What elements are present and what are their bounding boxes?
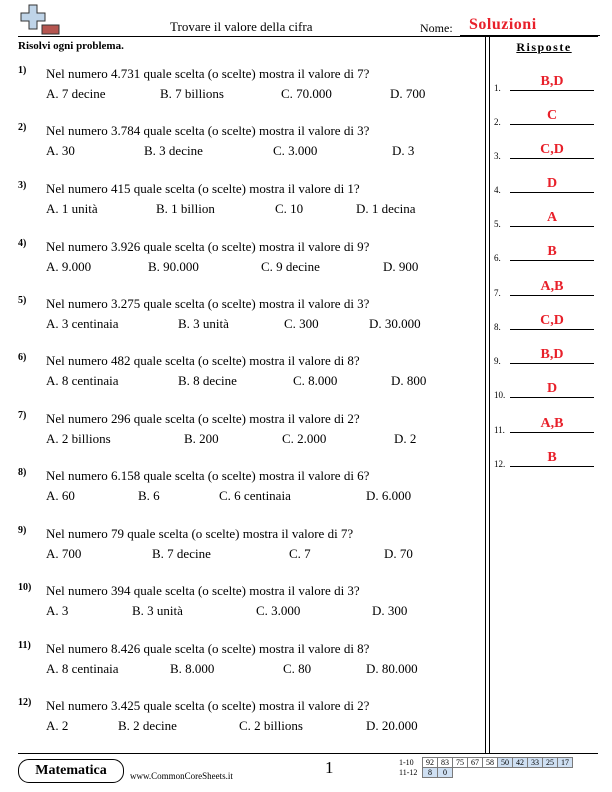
- answer-number: 2.: [494, 117, 501, 127]
- option-d: D. 1 decina: [356, 201, 416, 216]
- answer-row: [494, 415, 598, 435]
- answer-number: 7.: [494, 288, 501, 298]
- answer-number: 9.: [494, 356, 501, 366]
- option-b: B. 3 unità: [132, 603, 183, 618]
- answer-value: A,B: [540, 279, 564, 294]
- option-b: B. 8 decine: [178, 373, 237, 388]
- problem: [18, 65, 478, 109]
- answer-row: [494, 73, 598, 93]
- answer-value: C,D: [540, 142, 564, 157]
- score-cell: 0: [438, 768, 453, 778]
- problem-number: 8): [18, 467, 27, 478]
- option-d: D. 6.000: [366, 488, 412, 503]
- name-value: Soluzioni: [469, 16, 537, 33]
- answer-line: [510, 295, 594, 296]
- option-b: B. 90.000: [148, 259, 199, 274]
- problem-question: Nel numero 6.158 quale scelta (o scelte) mostra il valore di 6?: [46, 468, 370, 483]
- option-b: B. 200: [184, 431, 219, 446]
- option-d: D. 30.000: [369, 316, 421, 331]
- option-a: A. 9.000: [46, 259, 92, 274]
- answer-row: [494, 209, 598, 229]
- score-cell: 92: [423, 758, 438, 768]
- answer-value: C: [546, 108, 558, 123]
- answer-number: 5.: [494, 219, 501, 229]
- option-a: A. 3 centinaia: [46, 316, 119, 331]
- problem: [18, 640, 478, 684]
- problem-question: Nel numero 3.275 quale scelta (o scelte) mostra il valore di 3?: [46, 296, 370, 311]
- problem-question: Nel numero 3.784 quale scelta (o scelte) mostra il valore di 3?: [46, 123, 370, 138]
- problem-number: 12): [18, 697, 32, 708]
- option-c: C. 70.000: [281, 86, 332, 101]
- option-c: C. 8.000: [293, 373, 338, 388]
- answer-line: [510, 192, 594, 193]
- score-cell: 50: [498, 758, 513, 768]
- option-d: D. 800: [391, 373, 427, 388]
- option-d: D. 3: [392, 143, 415, 158]
- option-b: B. 1 billion: [156, 201, 215, 216]
- website-link[interactable]: www.CommonCoreSheets.it: [130, 771, 233, 781]
- score-cell: 67: [468, 758, 483, 768]
- answer-line: [510, 260, 594, 261]
- option-a: A. 60: [46, 488, 75, 503]
- answer-number: 11.: [494, 425, 505, 435]
- option-c: C. 80: [283, 661, 312, 676]
- answer-number: 4.: [494, 185, 501, 195]
- answer-number: 1.: [494, 83, 501, 93]
- answer-line: [510, 329, 594, 330]
- problem-number: 11): [18, 640, 31, 651]
- problem: [18, 122, 478, 166]
- answer-row: [494, 380, 598, 400]
- score-cell: 33: [528, 758, 543, 768]
- option-a: A. 8 centinaia: [46, 373, 119, 388]
- option-c: C. 6 centinaia: [219, 488, 291, 503]
- answer-line: [510, 466, 594, 467]
- answer-row: [494, 107, 598, 127]
- problem-number: 7): [18, 410, 27, 421]
- answer-value: A: [546, 210, 558, 225]
- option-b: B. 2 decine: [118, 718, 177, 733]
- brand-badge: Matematica: [18, 759, 124, 783]
- instructions: Risolvi ogni problema.: [18, 40, 124, 52]
- page-number: 1: [325, 758, 334, 777]
- option-a: A. 700: [46, 546, 82, 561]
- answer-number: 10.: [494, 390, 506, 400]
- problem-number: 10): [18, 582, 32, 593]
- answer-value: D: [546, 381, 558, 396]
- answer-value: C,D: [540, 313, 564, 328]
- problem: [18, 467, 478, 511]
- option-a: A. 30: [46, 143, 75, 158]
- option-c: C. 2.000: [282, 431, 327, 446]
- name-label: Nome:: [420, 21, 453, 35]
- answer-number: 3.: [494, 151, 501, 161]
- option-d: D. 700: [390, 86, 426, 101]
- problem-question: Nel numero 79 quale scelta (o scelte) mostra il valore di 7?: [46, 526, 354, 541]
- answer-line: [510, 397, 594, 398]
- plus-minus-logo-icon: [20, 4, 60, 38]
- problem: [18, 180, 478, 224]
- answer-number: 12.: [494, 459, 506, 469]
- score-row-label: 11-12: [399, 768, 418, 777]
- option-d: D. 900: [383, 259, 419, 274]
- option-b: B. 3 decine: [144, 143, 203, 158]
- score-cell: 83: [438, 758, 453, 768]
- answer-value: B,D: [540, 347, 564, 362]
- answer-row: [494, 278, 598, 298]
- option-a: A. 3: [46, 603, 69, 618]
- answer-line: [510, 124, 594, 125]
- option-c: C. 3.000: [256, 603, 301, 618]
- option-c: C. 9 decine: [261, 259, 320, 274]
- option-c: C. 2 billions: [239, 718, 303, 733]
- problem-question: Nel numero 4.731 quale scelta (o scelte) mostra il valore di 7?: [46, 66, 370, 81]
- problem-question: Nel numero 482 quale scelta (o scelte) mostra il valore di 8?: [46, 353, 360, 368]
- answers-heading: Risposte: [516, 40, 572, 54]
- problem-number: 9): [18, 525, 27, 536]
- answer-value: B: [547, 244, 557, 259]
- answer-value: D: [546, 176, 558, 191]
- option-b: B. 7 billions: [160, 86, 224, 101]
- answer-row: [494, 175, 598, 195]
- problem: [18, 352, 478, 396]
- problem-question: Nel numero 415 quale scelta (o scelte) mostra il valore di 1?: [46, 181, 360, 196]
- worksheet-title: Trovare il valore della cifra: [170, 19, 313, 34]
- option-d: D. 20.000: [366, 718, 418, 733]
- problem-question: Nel numero 3.425 quale scelta (o scelte) mostra il valore di 2?: [46, 698, 370, 713]
- option-b: B. 6: [138, 488, 160, 503]
- answer-row: [494, 312, 598, 332]
- score-cell: 75: [453, 758, 468, 768]
- problem: [18, 525, 478, 569]
- score-cell: 58: [483, 758, 498, 768]
- option-d: D. 300: [372, 603, 408, 618]
- problem-number: 3): [18, 180, 27, 191]
- problem-question: Nel numero 8.426 quale scelta (o scelte) mostra il valore di 8?: [46, 641, 370, 656]
- problem: [18, 238, 478, 282]
- answer-number: 6.: [494, 253, 501, 263]
- problem-number: 5): [18, 295, 27, 306]
- answer-value: B: [547, 450, 557, 465]
- answer-line: [510, 226, 594, 227]
- footer-rule: [18, 753, 598, 754]
- option-d: D. 2: [394, 431, 417, 446]
- answer-column-divider: [485, 37, 490, 753]
- problem-number: 2): [18, 122, 27, 133]
- answer-line: [510, 158, 594, 159]
- option-c: C. 10: [275, 201, 304, 216]
- problem-number: 4): [18, 238, 27, 249]
- score-row: [398, 758, 573, 768]
- score-cell: 8: [423, 768, 438, 778]
- header-rule: [18, 36, 598, 37]
- score-row: [398, 768, 573, 778]
- option-b: B. 7 decine: [152, 546, 211, 561]
- problem: [18, 697, 478, 741]
- option-b: B. 3 unità: [178, 316, 229, 331]
- answer-value: A,B: [540, 416, 564, 431]
- problem-number: 1): [18, 65, 27, 76]
- answer-line: [510, 90, 594, 91]
- problem: [18, 410, 478, 454]
- answer-row: [494, 243, 598, 263]
- option-a: A. 8 centinaia: [46, 661, 119, 676]
- option-a: A. 2 billions: [46, 431, 111, 446]
- score-cell: 17: [558, 758, 573, 768]
- option-a: A. 1 unità: [46, 201, 98, 216]
- option-c: C. 7: [289, 546, 311, 561]
- option-c: C. 300: [284, 316, 319, 331]
- problem: [18, 295, 478, 339]
- problem-question: Nel numero 394 quale scelta (o scelte) mostra il valore di 3?: [46, 583, 360, 598]
- option-d: D. 80.000: [366, 661, 418, 676]
- answer-row: [494, 449, 598, 469]
- answer-line: [510, 432, 594, 433]
- answer-line: [510, 363, 594, 364]
- problem: [18, 582, 478, 626]
- answer-number: 8.: [494, 322, 501, 332]
- score-table: [398, 757, 573, 778]
- score-cell: 42: [513, 758, 528, 768]
- problem-question: Nel numero 296 quale scelta (o scelte) mostra il valore di 2?: [46, 411, 360, 426]
- option-b: B. 8.000: [170, 661, 215, 676]
- problem-question: Nel numero 3.926 quale scelta (o scelte) mostra il valore di 9?: [46, 239, 370, 254]
- score-cell: 25: [543, 758, 558, 768]
- problem-number: 6): [18, 352, 27, 363]
- answer-value: B,D: [540, 74, 564, 89]
- answer-row: [494, 141, 598, 161]
- option-a: A. 7 decine: [46, 86, 106, 101]
- option-a: A. 2: [46, 718, 69, 733]
- option-c: C. 3.000: [273, 143, 318, 158]
- option-d: D. 70: [384, 546, 413, 561]
- answer-row: [494, 346, 598, 366]
- score-row-label: 1-10: [399, 758, 414, 767]
